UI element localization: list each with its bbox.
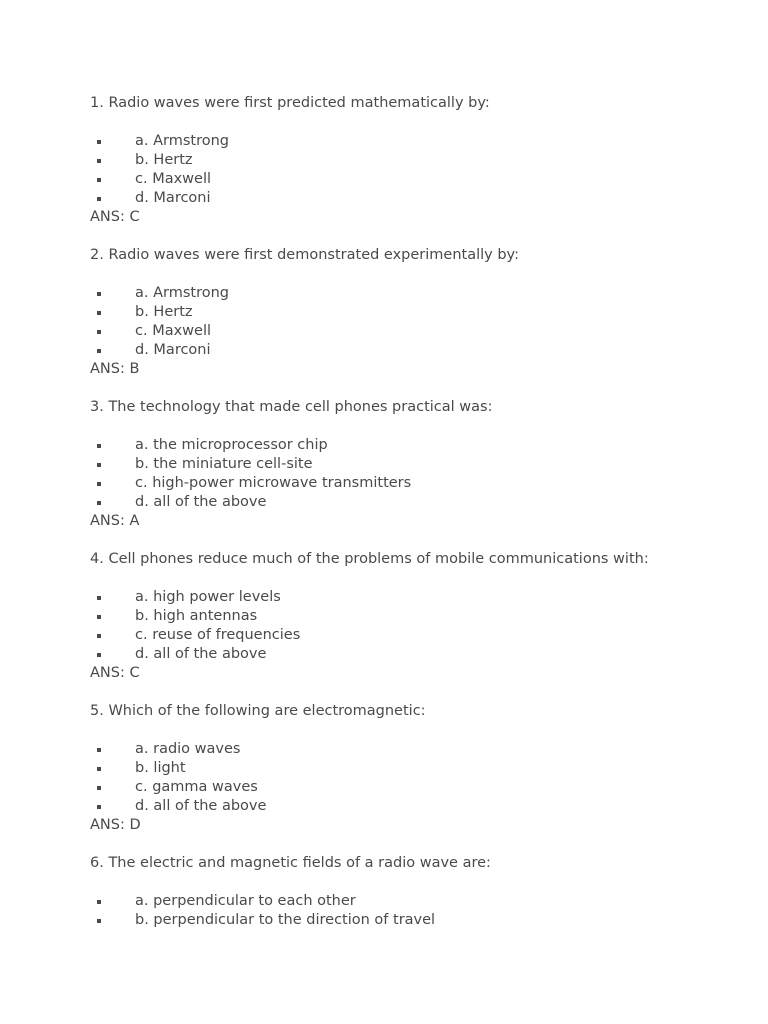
- square-bullet-icon: [97, 805, 101, 809]
- option-item: [90, 455, 750, 474]
- option-item: [90, 170, 750, 189]
- spacer: [90, 835, 750, 854]
- answer-text: ANS: C: [90, 209, 140, 225]
- option-item: [90, 607, 750, 626]
- spacer: [90, 227, 750, 246]
- square-bullet-icon: [97, 330, 101, 334]
- question-text: 6. The electric and magnetic fields of a radio wave are:: [90, 855, 491, 871]
- option-item: [90, 797, 750, 816]
- question-4: [90, 550, 750, 683]
- option-label: a. high power levels: [135, 589, 281, 605]
- square-bullet-icon: [97, 444, 101, 448]
- square-bullet-icon: [97, 482, 101, 486]
- option-label: d. Marconi: [135, 190, 211, 206]
- option-label: c. reuse of frequencies: [135, 627, 301, 643]
- options-list: [90, 284, 750, 360]
- option-item: [90, 322, 750, 341]
- option-label: b. the miniature cell-site: [135, 456, 313, 472]
- answer-text: ANS: A: [90, 513, 140, 529]
- square-bullet-icon: [97, 653, 101, 657]
- question-text: 2. Radio waves were first demonstrated experimentally by:: [90, 247, 519, 263]
- option-label: b. Hertz: [135, 152, 193, 168]
- square-bullet-icon: [97, 634, 101, 638]
- square-bullet-icon: [97, 615, 101, 619]
- option-label: c. Maxwell: [135, 323, 212, 339]
- square-bullet-icon: [97, 140, 101, 144]
- answer-text: ANS: D: [90, 817, 141, 833]
- option-item: [90, 132, 750, 151]
- answer-text: ANS: B: [90, 361, 140, 377]
- option-label: a. perpendicular to each other: [135, 893, 356, 909]
- options-list: [90, 436, 750, 512]
- spacer: [90, 683, 750, 702]
- option-label: a. radio waves: [135, 741, 241, 757]
- square-bullet-icon: [97, 178, 101, 182]
- square-bullet-icon: [97, 919, 101, 923]
- option-item: [90, 189, 750, 208]
- options-list: [90, 132, 750, 208]
- question-6: [90, 854, 750, 930]
- square-bullet-icon: [97, 159, 101, 163]
- option-label: c. high-power microwave transmitters: [135, 475, 412, 491]
- options-list: [90, 588, 750, 664]
- option-label: d. Marconi: [135, 342, 211, 358]
- quiz-content: [90, 94, 750, 930]
- option-item: [90, 759, 750, 778]
- square-bullet-icon: [97, 501, 101, 505]
- option-label: b. light: [135, 760, 186, 776]
- option-item: [90, 474, 750, 493]
- options-list: [90, 740, 750, 816]
- option-item: [90, 740, 750, 759]
- question-1: [90, 94, 750, 227]
- question-5: [90, 702, 750, 835]
- square-bullet-icon: [97, 311, 101, 315]
- option-item: [90, 626, 750, 645]
- option-label: b. Hertz: [135, 304, 193, 320]
- option-item: [90, 151, 750, 170]
- option-item: [90, 911, 750, 930]
- question-2: [90, 246, 750, 379]
- option-label: c. Maxwell: [135, 171, 212, 187]
- square-bullet-icon: [97, 767, 101, 771]
- option-label: d. all of the above: [135, 494, 267, 510]
- question-text: 5. Which of the following are electromagnetic:: [90, 703, 426, 719]
- option-item: [90, 778, 750, 797]
- question-3: [90, 398, 750, 531]
- square-bullet-icon: [97, 596, 101, 600]
- question-text: 3. The technology that made cell phones practical was:: [90, 399, 493, 415]
- option-item: [90, 892, 750, 911]
- option-label: b. high antennas: [135, 608, 258, 624]
- spacer: [90, 379, 750, 398]
- question-text: 1. Radio waves were first predicted mathematically by:: [90, 95, 490, 111]
- option-item: [90, 436, 750, 455]
- square-bullet-icon: [97, 786, 101, 790]
- square-bullet-icon: [97, 900, 101, 904]
- options-list: [90, 892, 750, 930]
- square-bullet-icon: [97, 748, 101, 752]
- option-label: a. the microprocessor chip: [135, 437, 328, 453]
- answer-text: ANS: C: [90, 665, 140, 681]
- option-item: [90, 341, 750, 360]
- option-item: [90, 588, 750, 607]
- option-label: b. perpendicular to the direction of travel: [135, 912, 436, 928]
- option-item: [90, 493, 750, 512]
- option-item: [90, 284, 750, 303]
- square-bullet-icon: [97, 349, 101, 353]
- option-label: a. Armstrong: [135, 285, 230, 301]
- option-label: c. gamma waves: [135, 779, 258, 795]
- square-bullet-icon: [97, 197, 101, 201]
- option-label: a. Armstrong: [135, 133, 230, 149]
- square-bullet-icon: [97, 292, 101, 296]
- option-label: d. all of the above: [135, 798, 267, 814]
- question-text: 4. Cell phones reduce much of the problems of mobile communications with:: [90, 551, 649, 567]
- option-item: [90, 303, 750, 322]
- square-bullet-icon: [97, 463, 101, 467]
- spacer: [90, 531, 750, 550]
- option-item: [90, 645, 750, 664]
- option-label: d. all of the above: [135, 646, 267, 662]
